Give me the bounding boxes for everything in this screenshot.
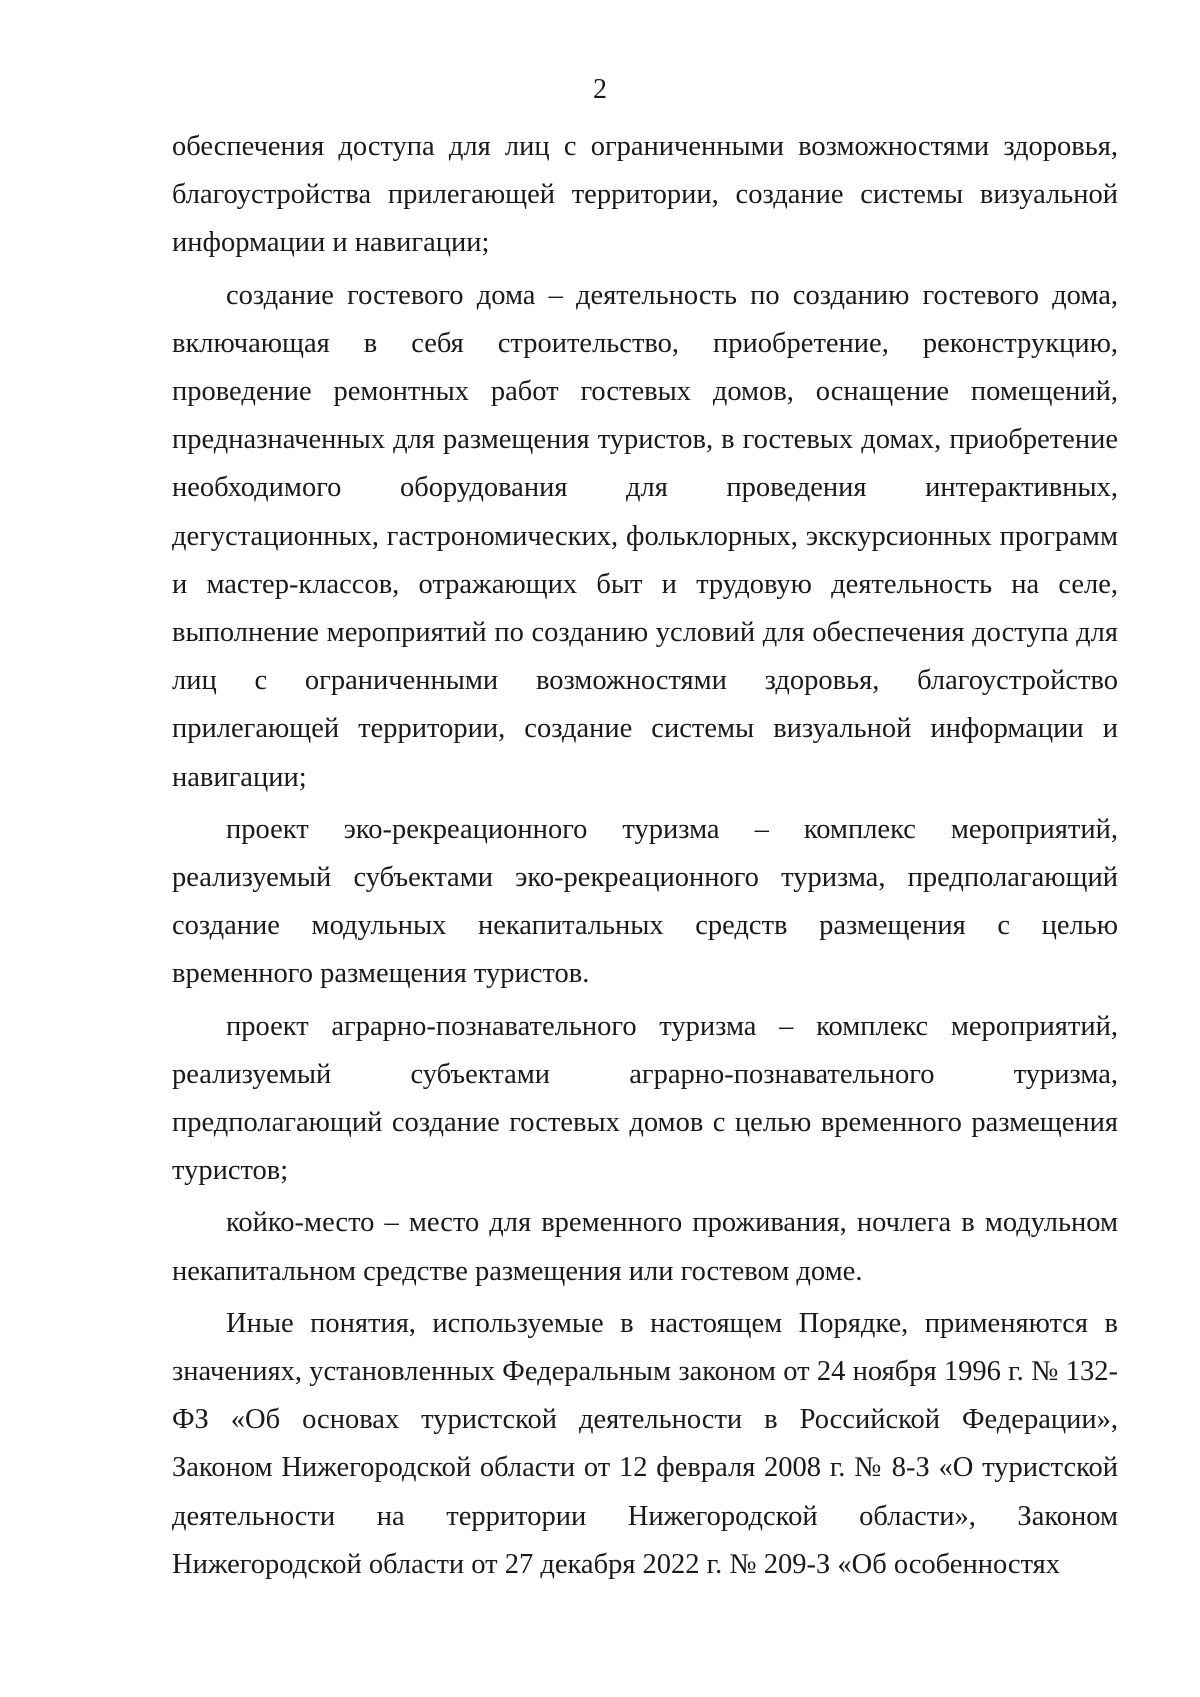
paragraph-eco-recreational-project: проект эко-рекреационного туризма – комплекс мероприятий, реализуемый субъектами эко-рекреационного туризма, предполагающий создание модульных некапитальных средств размещения с целью временного размещения туристов. [172, 813, 1118, 990]
page-number: 2 [593, 74, 607, 105]
paragraph-bed-place-definition: койко-место – место для временного проживания, ночлега в модульном некапитальном средстве размещения или гостевом доме. [172, 1207, 1118, 1287]
paragraph-guest-house-definition: создание гостевого дома – деятельность по созданию гостевого дома, включающая в себя строительство, приобретение, реконструкцию, проведение ремонтных работ гостевых домов, оснащение помещений, предназначенных для размещения туристов, в гостевых домах, приобретение необходимого оборудования для проведения интерактивных, дегустационных, гастрономических, фольклорных, экскурсионных программ и мастер-классов, отражающих быт и трудовую деятельность на селе, выполнение мероприятий по созданию условий для обеспечения доступа для лиц с ограниченными возможностями здоровья, благоустройство прилегающей территории, создание системы визуальной информации и навигации; [172, 279, 1118, 793]
document-body [172, 123, 1118, 1593]
paragraph-agro-cognitive-project: проект аграрно-познавательного туризма – комплекс мероприятий, реализуемый субъектами аграрно-познавательного туризма, предполагающий создание гостевых домов с целью временного размещения туристов; [172, 1010, 1118, 1187]
paragraph-other-terms: Иные понятия, используемые в настоящем Порядке, применяются в значениях, установленных Федеральным законом от 24 ноября 1996 г. № 132-ФЗ «Об основах туристской деятельности в Российской Федерации», Законом Нижегородской области от 12 февраля 2008 г. № 8-З «О туристской деятельности на территории Нижегородской области», Законом Нижегородской области от 27 декабря 2022 г. № 209-З «Об особенностях [172, 1307, 1118, 1580]
paragraph-access-continuation: обеспечения доступа для лиц с ограниченными возможностями здоровья, благоустройства прилегающей территории, создание системы визуальной информации и навигации; [172, 131, 1118, 259]
